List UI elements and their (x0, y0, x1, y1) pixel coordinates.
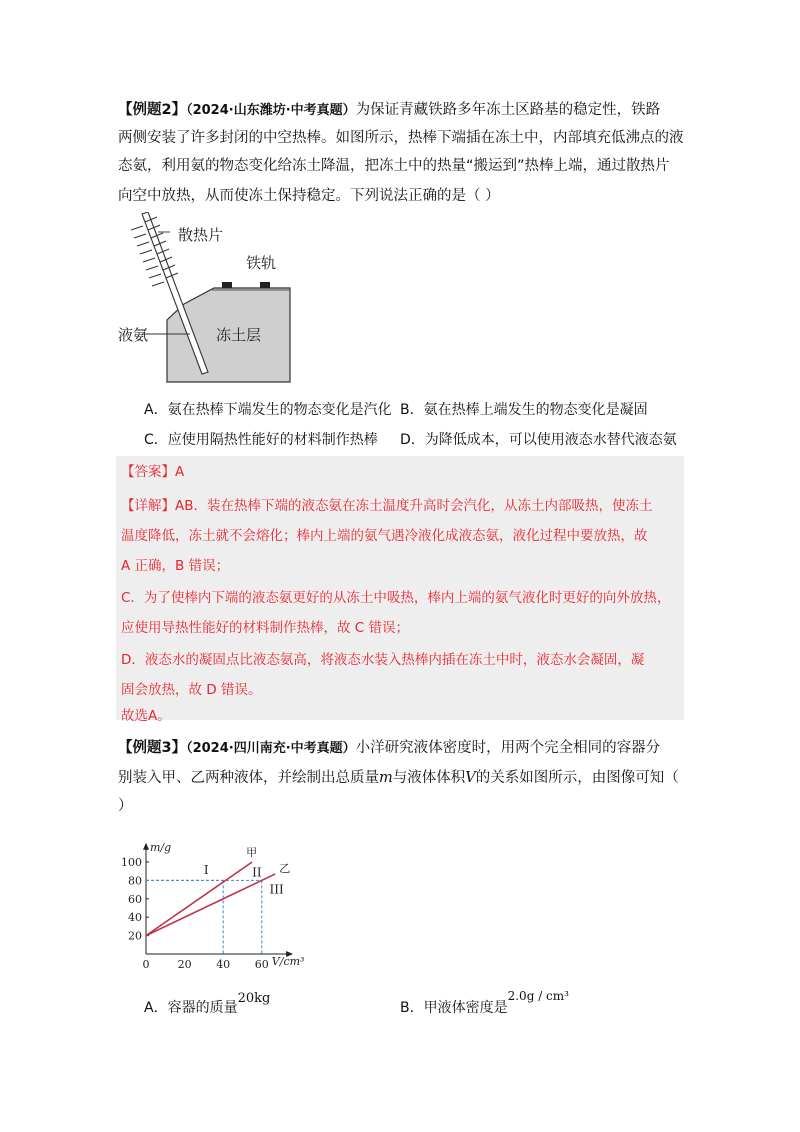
q3-text-1: 小洋研究液体密度时，用两个完全相同的容器分 (355, 740, 661, 756)
fins (131, 217, 178, 286)
q2-option-d[interactable]: D．为降低成本，可以使用液态水替代液态氨 (400, 432, 677, 448)
answer-label: 【答案】 (121, 464, 175, 480)
detail-line-6: D．液态水的凝固点比液态氨高，将液态水装入热棒内插在冻土中时，液态水会凝固，凝 (121, 652, 645, 668)
q2-line-2: 两侧安装了许多封闭的中空热棒。如图所示，热棒下端插在冻土中，内部填充低沸点的液 (118, 130, 684, 146)
q3-option-b-value: 2.0g / cm³ (507, 989, 569, 1003)
answer-value: A (175, 464, 185, 480)
detail-line-5: 应使用导热性能好的材料制作热棒，故 C 错误； (121, 620, 410, 636)
q2-line-4: 向空中放热，从而使冻土保持稳定。下列说法正确的是（ ） (118, 188, 500, 204)
y-axis-label: m/g (150, 840, 172, 854)
q3-option-a-value: 20kg (237, 991, 271, 1006)
x-tick-label: 0 (142, 958, 150, 971)
x-tick-label: 40 (216, 958, 231, 971)
x-tick-label: 60 (254, 958, 269, 971)
q3-source: （2024·四川南充·中考真题） (186, 741, 356, 756)
q2-option-b[interactable]: B．氨在热棒上端发生的物态变化是凝固 (400, 402, 648, 418)
series-line (146, 862, 252, 936)
detail-line-3: A 正确，B 错误； (121, 558, 230, 574)
y-tick-label: 20 (128, 929, 142, 943)
q2-option-a[interactable]: A．氨在热棒下端发生的物态变化是汽化 (144, 402, 392, 418)
label-fins: 散热片 (178, 226, 224, 244)
series-line (146, 874, 275, 936)
label-frozen-soil: 冻土层 (216, 326, 262, 344)
y-tick-label: 80 (128, 874, 142, 888)
q3-text-2c: 的关系如图所示，由图像可知（ (475, 770, 679, 786)
region-label: III (269, 882, 284, 897)
q3-option-b[interactable] (400, 989, 569, 1018)
x-tick-label: 20 (177, 958, 192, 971)
q3-var-v: V (465, 770, 476, 786)
detail-text-1: AB．装在热棒下端的液态氨在冻土温度升高时会汽化，从冻土内部吸热，使冻土 (175, 498, 653, 514)
detail-line-1 (121, 494, 653, 514)
label-liquid-ammonia: 液氨 (118, 326, 149, 344)
rail-left (222, 282, 232, 288)
q3-line-1 (118, 734, 684, 763)
mass-volume-chart (110, 828, 340, 974)
x-axis-label: V/cm³ (271, 955, 305, 968)
conclusion: 故选A。 (121, 708, 171, 724)
q3-option-a[interactable] (144, 991, 271, 1019)
q3-option-a-text: A．容器的质量 (144, 1000, 238, 1016)
q3-line-2 (118, 764, 684, 792)
q2-option-c[interactable]: C．应使用隔热性能好的材料制作热棒 (144, 432, 378, 448)
q2-source: （2024·山东潍坊·中考真题） (186, 103, 356, 118)
region-label: II (252, 865, 262, 880)
q3-option-b-text: B．甲液体密度是 (400, 1000, 508, 1016)
q3-var-m: m (379, 770, 393, 786)
region-label: I (203, 862, 209, 877)
y-tick-label: 60 (128, 892, 142, 906)
q2-tag: 【例题2】 (118, 102, 187, 118)
q2-text-1: 为保证青藏铁路多年冻土区路基的稳定性，铁路 (355, 102, 661, 118)
detail-line-2: 温度降低，冻土就不会熔化；棒内上端的氨气遇冷液化成液态氨，液化过程中要放热，故 (121, 528, 648, 544)
q3-text-2a: 别装入甲、乙两种液体，并绘制出总质量 (118, 770, 379, 786)
q3-tag: 【例题3】 (118, 740, 187, 756)
y-tick-label: 40 (128, 911, 142, 925)
answer-line (121, 460, 184, 480)
detail-line-7: 固会放热，故 D 错误。 (121, 682, 262, 698)
y-tick-label: 100 (121, 856, 142, 869)
q2-line-1 (118, 96, 684, 125)
q3-text-2b: 与液体体积 (392, 770, 466, 786)
detail-label: 【详解】 (121, 498, 175, 514)
label-rail: 铁轨 (246, 254, 277, 272)
y-axis-arrow (143, 843, 149, 850)
q2-line-3: 态氨，利用氨的物态变化给冻土降温，把冻土中的热量“搬运到”热棒上端，通过散热片 (118, 158, 670, 174)
q3-line-3: ） (118, 798, 133, 814)
detail-line-4: C．为了使棒内下端的液态氨更好的从冻土中吸热，棒内上端的氨气液化时更好的向外放热， (121, 590, 671, 606)
series-label: 甲 (246, 846, 258, 859)
series-label: 乙 (279, 861, 291, 875)
rail-right (260, 282, 270, 288)
